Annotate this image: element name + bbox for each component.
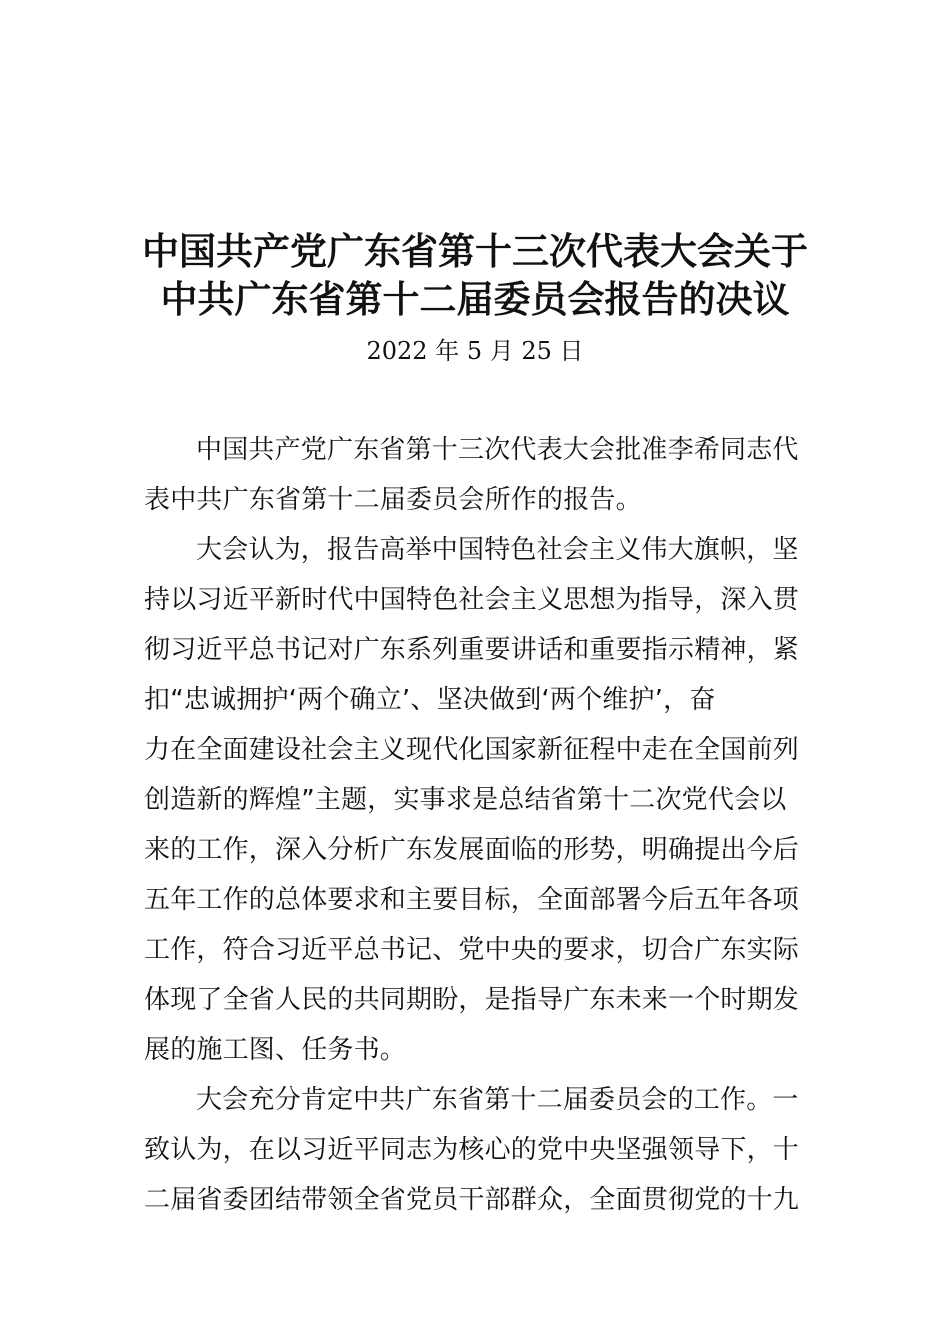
paragraph-3-line-3: 二届省委团结带领全省党员干部群众，全面贯彻党的十九 [144, 1185, 800, 1215]
paragraph-3-line-2: 致认为，在以习近平同志为核心的党中央坚强领导下，十 [144, 1135, 800, 1165]
document-title-line-2: 中共广东省第十二届委员会报告的决议 [160, 278, 790, 321]
paragraph-1-line-1: 中国共产党广东省第十三次代表大会批准李希同志代 [196, 435, 799, 465]
paragraph-2-line-5: 力在全面建设社会主义现代化国家新征程中走在全国前列 [144, 735, 800, 765]
document-date: 2022 年 5 月 25 日 [366, 337, 584, 365]
paragraph-3-line-1: 大会充分肯定中共广东省第十二届委员会的工作。一 [196, 1085, 799, 1115]
document-title-line-1: 中国共产党广东省第十三次代表大会关于 [142, 230, 808, 273]
paragraph-2-line-11: 展的施工图、任务书。 [144, 1035, 407, 1065]
paragraph-2-line-9: 工作，符合习近平总书记、党中央的要求，切合广东实际 [144, 935, 800, 965]
paragraph-2-line-6: 创造新的辉煌”主题，实事求是总结省第十二次党代会以 [144, 785, 787, 815]
paragraph-2-line-2: 持以习近平新时代中国特色社会主义思想为指导，深入贯 [144, 585, 800, 615]
paragraph-1-line-2: 表中共广东省第十二届委员会所作的报告。 [144, 485, 642, 515]
paragraph-2-line-1: 大会认为，报告高举中国特色社会主义伟大旗帜，坚 [196, 535, 799, 565]
paragraph-2-line-7: 来的工作，深入分析广东发展面临的形势，明确提出今后 [144, 835, 800, 865]
paragraph-2-line-10: 体现了全省人民的共同期盼，是指导广东未来一个时期发 [144, 985, 800, 1015]
paragraph-2-line-8: 五年工作的总体要求和主要目标，全面部署今后五年各项 [144, 885, 800, 915]
paragraph-2-line-4: 扣“忠诚拥护‘两个确立’、坚决做到‘两个维护’，奋 [144, 685, 716, 715]
paragraph-2-line-3: 彻习近平总书记对广东系列重要讲话和重要指示精神，紧 [144, 635, 800, 665]
